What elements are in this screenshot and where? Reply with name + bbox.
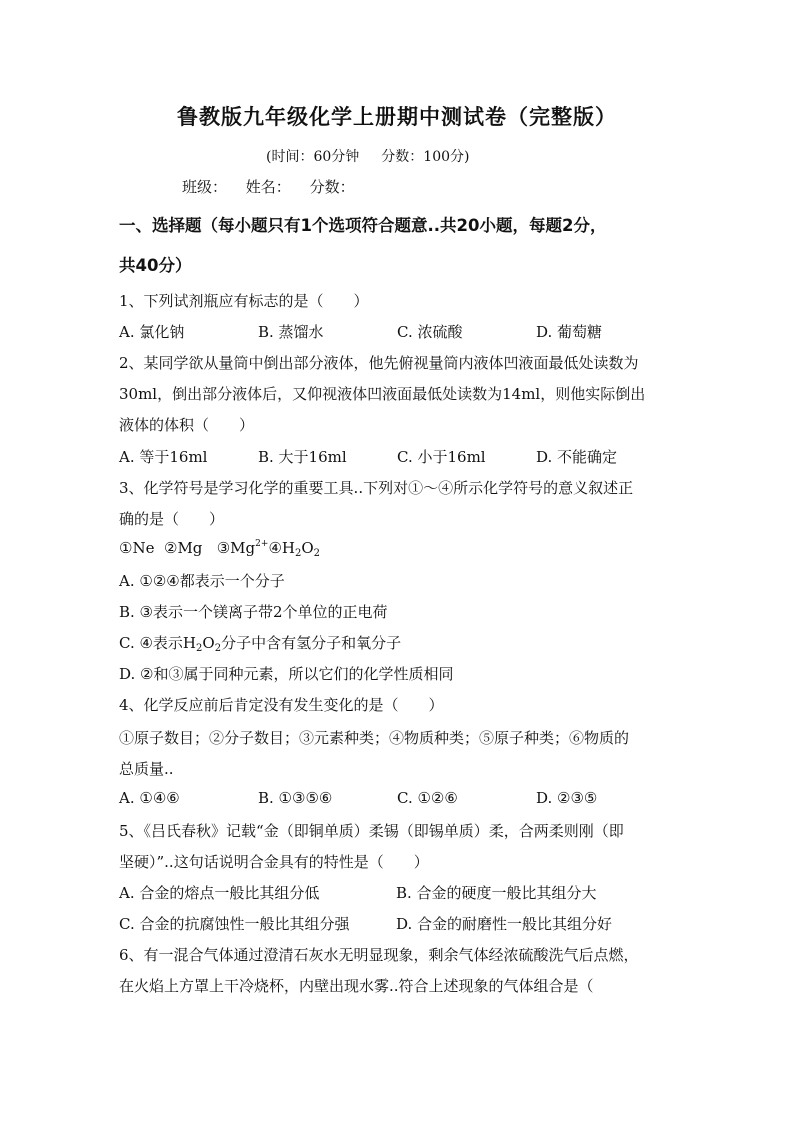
q1-option-d: D. 葡萄糖 <box>536 323 603 341</box>
q3-option-c: C. ④表示$H_2O_2$分子中含有氢分子和氧分子 <box>119 634 402 654</box>
q4-stem-line2: ①原子数目；②分子数目；③元素种类；④物质种类；⑤原子种类；⑥物质的 <box>119 729 630 747</box>
q2-stem-line3: 液体的体积（ ） <box>119 416 255 434</box>
q5-options-row2 <box>119 913 673 934</box>
score-label: 分数： <box>309 178 355 196</box>
q3-option-a: A. ①②④都表示一个分子 <box>119 572 285 590</box>
q2-option-d: D. 不能确定 <box>536 448 618 466</box>
name-label: 姓名： <box>245 178 291 196</box>
q3-symbol-3: $③Mg^{2+}$ <box>216 539 269 557</box>
q2-options <box>119 446 675 467</box>
q6-stem-line2: 在火焰上方罩上干冷烧杯，内壁出现水雾..符合上述现象的气体组合是（ <box>119 977 594 995</box>
q5-stem-line2: 坚硬）”..这句话说明合金具有的特性是（ ） <box>119 853 429 871</box>
q5-stem-line1: 5、《吕氏春秋》记载“金（即铜单质）柔锡（即锡单质）柔，合两柔则刚（即 <box>119 822 624 840</box>
q3-symbol-4: $④H_2O_2$ <box>268 539 321 559</box>
q2-option-a: A. 等于16ml <box>119 448 208 466</box>
q3-option-b: B. ③表示一个镁离子带2个单位的正电荷 <box>119 603 388 621</box>
q5-option-c: C. 合金的抗腐蚀性一般比其组分强 <box>119 915 350 933</box>
q4-stem: 4、化学反应前后肯定没有发生变化的是（ ） <box>119 696 444 714</box>
section-heading-line1: 一、选择题（每小题只有1个选项符合题意..共20小题，每题2分， <box>119 216 607 235</box>
q2-option-b: B. 大于16ml <box>258 448 347 466</box>
time-score-info <box>266 146 469 166</box>
q1-option-c: C. 浓硫酸 <box>397 323 463 341</box>
q4-options <box>119 789 675 807</box>
q3-option-d: D. ②和③属于同种元素，所以它们的化学性质相同 <box>119 665 454 683</box>
q4-option-c: C. ①②⑥ <box>397 789 458 807</box>
q3-symbols <box>119 539 320 559</box>
q1-option-a: A. 氯化钠 <box>119 323 185 341</box>
q3-symbol-1: ①Ne <box>119 539 155 557</box>
q1-stem: 1、下列试剂瓶应有标志的是（ ） <box>119 292 369 310</box>
q3-symbol-2: ②Mg <box>164 539 203 557</box>
q6-stem-line1: 6、有一混合气体通过澄清石灰水无明显现象，剩余气体经浓硫酸洗气后点燃， <box>119 946 639 964</box>
q3-stem-line1: 3、化学符号是学习化学的重要工具..下列对①～④所示化学符号的意义叙述正 <box>119 479 634 497</box>
q5-option-b: B. 合金的硬度一般比其组分大 <box>396 884 597 902</box>
section-heading-line2: 共40分） <box>119 256 192 275</box>
q2-stem-line2: 30ml，倒出部分液体后，又仰视液体凹液面最低处读数为14ml，则他实际倒出 <box>119 385 646 403</box>
q5-option-d: D. 合金的耐磨性一般比其组分好 <box>396 915 613 933</box>
q1-option-b: B. 蒸馏水 <box>258 323 324 341</box>
q2-option-c: C. 小于16ml <box>397 448 486 466</box>
q4-option-d: D. ②③⑤ <box>536 789 598 807</box>
q2-stem-line1: 2、某同学欲从量筒中倒出部分液体，他先俯视量筒内液体凹液面最低处读数为 <box>119 354 639 372</box>
page-title: 鲁教版九年级化学上册期中测试卷（完整版） <box>177 105 617 129</box>
q4-option-b: B. ①③⑤⑥ <box>258 789 333 807</box>
q5-options-row1 <box>119 882 673 903</box>
time-info: (时间：60分钟 <box>266 149 360 165</box>
student-info-line <box>182 176 369 197</box>
q4-option-a: A. ①④⑥ <box>119 789 180 807</box>
q4-stem-line3: 总质量.. <box>119 760 174 778</box>
class-label: 班级： <box>182 178 228 196</box>
q1-options <box>119 321 675 342</box>
score-info: 分数：100分) <box>381 149 470 165</box>
q3-stem-line2: 确的是（ ） <box>119 510 225 528</box>
q5-option-a: A. 合金的熔点一般比其组分低 <box>119 884 320 902</box>
